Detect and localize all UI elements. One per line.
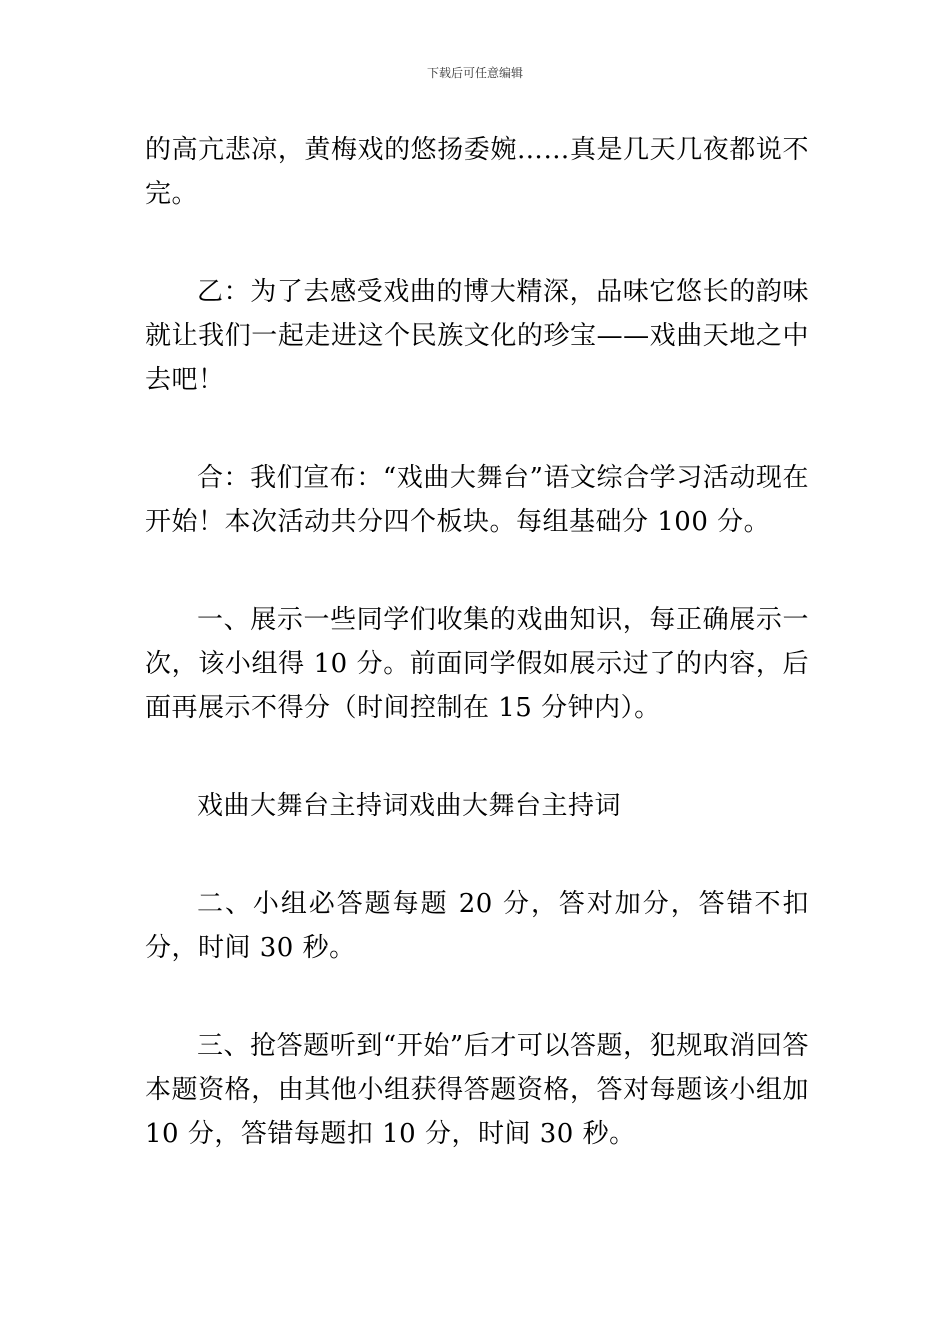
paragraph-he-announcement: 合：我们宣布：“戏曲大舞台”语文综合学习活动现在开始！本次活动共分四个板块。每组基础分 100 分。	[145, 463, 809, 537]
paragraph-section-two: 二、小组必答题每题 20 分，答对加分，答错不扣分，时间 30 秒。	[145, 889, 809, 963]
paragraph-section-three: 三、抢答题听到“开始”后才可以答题，犯规取消回答本题资格，由其他小组获得答题资格，答对每题该小组加 10 分，答错每题扣 10 分，时间 30 秒。	[145, 1031, 809, 1149]
page-header: 下载后可任意编辑	[426, 66, 523, 80]
paragraph-continuation: 的高亢悲凉，黄梅戏的悠扬委婉……真是几天几夜都说不完。	[145, 135, 809, 209]
paragraph-yi-speech: 乙：为了去感受戏曲的博大精深，品味它悠长的韵味就让我们一起走进这个民族文化的珍宝——戏曲天地之中去吧！	[145, 277, 809, 395]
document-body	[145, 128, 809, 1210]
paragraph-title-repeat: 戏曲大舞台主持词戏曲大舞台主持词	[197, 791, 622, 821]
paragraph-section-one: 一、展示一些同学们收集的戏曲知识，每正确展示一次，该小组得 10 分。前面同学假如展示过了的内容，后面再展示不得分（时间控制在 15 分钟内）。	[145, 605, 809, 723]
